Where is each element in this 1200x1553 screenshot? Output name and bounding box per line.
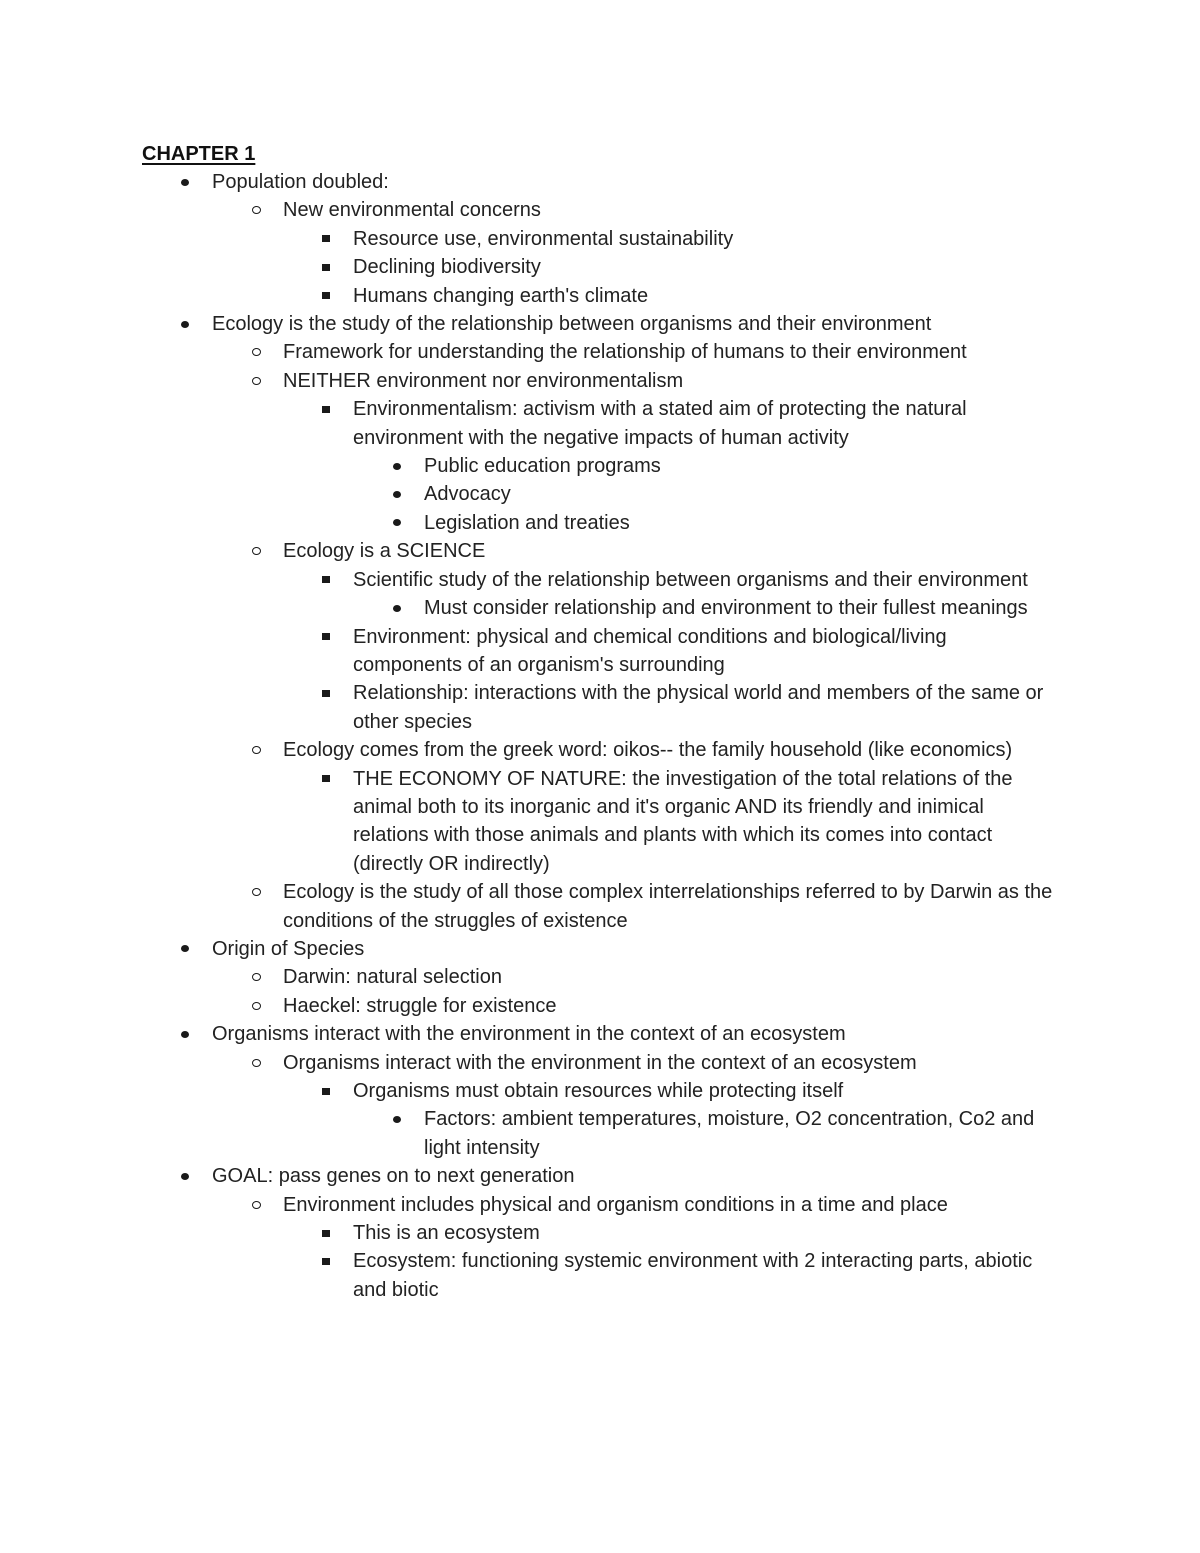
list-item: Organisms interact with the environment in the context of an ecosystem [212,1020,1062,1048]
filled-dot-bullet-icon [175,1162,195,1190]
hollow-circle-bullet-icon [246,878,266,906]
list-item: Scientific study of the relationship between organisms and their environment [353,566,1053,594]
filled-dot-bullet-icon [387,452,407,480]
filled-dot-bullet-icon [387,509,407,537]
filled-dot-bullet-icon [175,935,195,963]
list-item: Ecology comes from the greek word: oikos-- the family household (like economics) [283,736,1063,764]
filled-dot-bullet-icon [387,480,407,508]
filled-dot-bullet-icon [175,310,195,338]
square-bullet-icon [316,225,336,253]
list-item: NEITHER environment nor environmentalism [283,367,1063,395]
square-bullet-icon [316,395,336,423]
list-item: Haeckel: struggle for existence [283,992,1063,1020]
list-item: Ecology is the study of all those complex interrelationships referred to by Darwin as the conditions of the struggles of existence [283,878,1063,935]
list-item: Framework for understanding the relationship of humans to their environment [283,338,1063,366]
list-item: New environmental concerns [283,196,1063,224]
square-bullet-icon [316,765,336,793]
hollow-circle-bullet-icon [246,1049,266,1077]
filled-dot-bullet-icon [175,1020,195,1048]
filled-dot-bullet-icon [387,594,407,622]
list-item: Population doubled: [212,168,1062,196]
list-item: Darwin: natural selection [283,963,1063,991]
list-item: Environment includes physical and organism conditions in a time and place [283,1191,1063,1219]
list-item: This is an ecosystem [353,1219,1053,1247]
square-bullet-icon [316,679,336,707]
filled-dot-bullet-icon [387,1105,407,1133]
list-item: Ecology is the study of the relationship between organisms and their environment [212,310,1062,338]
hollow-circle-bullet-icon [246,338,266,366]
chapter-title: CHAPTER 1 [142,143,256,165]
hollow-circle-bullet-icon [246,196,266,224]
square-bullet-icon [316,253,336,281]
square-bullet-icon [316,566,336,594]
list-item: Factors: ambient temperatures, moisture, O2 concentration, Co2 and light intensity [424,1105,1054,1162]
square-bullet-icon [316,623,336,651]
hollow-circle-bullet-icon [246,963,266,991]
list-item: GOAL: pass genes on to next generation [212,1162,1062,1190]
list-item: Ecosystem: functioning systemic environment with 2 interacting parts, abiotic and biotic [353,1247,1053,1304]
square-bullet-icon [316,1077,336,1105]
hollow-circle-bullet-icon [246,537,266,565]
hollow-circle-bullet-icon [246,1191,266,1219]
list-item: THE ECONOMY OF NATURE: the investigation of the total relations of the animal both to its inorganic and it's organic AND its friendly and inimical relations with those animals and plants with which its comes into contact (directly OR indirectly) [353,765,1053,879]
list-item: Legislation and treaties [424,509,1054,537]
list-item: Declining biodiversity [353,253,1053,281]
list-item: Advocacy [424,480,1054,508]
square-bullet-icon [316,282,336,310]
hollow-circle-bullet-icon [246,367,266,395]
square-bullet-icon [316,1247,336,1275]
hollow-circle-bullet-icon [246,736,266,764]
list-item: Ecology is a SCIENCE [283,537,1063,565]
list-item: Origin of Species [212,935,1062,963]
list-item: Humans changing earth's climate [353,282,1053,310]
hollow-circle-bullet-icon [246,992,266,1020]
list-item: Environmentalism: activism with a stated aim of protecting the natural environment with the negative impacts of human activity [353,395,1053,452]
list-item: Resource use, environmental sustainability [353,225,1053,253]
list-item: Must consider relationship and environment to their fullest meanings [424,594,1054,622]
list-item: Relationship: interactions with the physical world and members of the same or other species [353,679,1053,736]
list-item: Organisms must obtain resources while protecting itself [353,1077,1053,1105]
notes-list [0,168,1200,1304]
list-item: Organisms interact with the environment in the context of an ecosystem [283,1049,1063,1077]
list-item: Environment: physical and chemical conditions and biological/living components of an organism's surrounding [353,623,1053,680]
list-item: Public education programs [424,452,1054,480]
filled-dot-bullet-icon [175,168,195,196]
square-bullet-icon [316,1219,336,1247]
